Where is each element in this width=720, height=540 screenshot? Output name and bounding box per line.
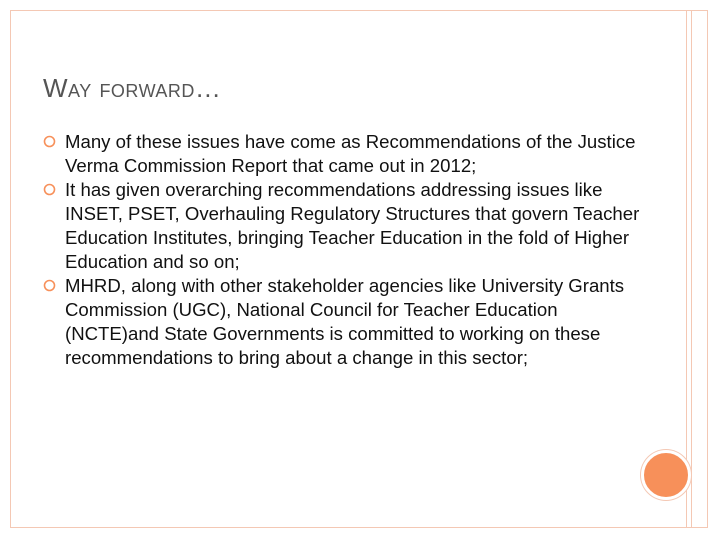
slide-title: Way forward… xyxy=(43,73,222,103)
circle-outline-icon xyxy=(43,135,56,148)
bullet-text-3: MHRD, along with other stakeholder agencies like University Grants Commission (UGC), National Council for Teacher Education (NCTE)and State Governments is committed to working on these recommendations to bring about a change in this sector; xyxy=(65,275,625,368)
accent-circle xyxy=(641,450,691,500)
bullet-text-1: Many of these issues have come as Recommendations of the Justice Verma Commission Report that came out in 2012; xyxy=(65,131,636,176)
right-edge-band xyxy=(686,10,692,528)
bullet-item-1 xyxy=(43,130,643,178)
bullet-text-2: It has given overarching recommendations addressing issues like INSET, PSET, Overhauling Regulatory Structures that govern Teacher Education Institutes, bringing Teacher Education in the fold of Higher Education and so on; xyxy=(65,179,640,272)
bullet-item-3 xyxy=(43,274,643,370)
circle-outline-icon xyxy=(43,183,56,196)
circle-outline-icon xyxy=(43,279,56,292)
bullet-list xyxy=(43,130,643,370)
bullet-item-2 xyxy=(43,178,643,274)
